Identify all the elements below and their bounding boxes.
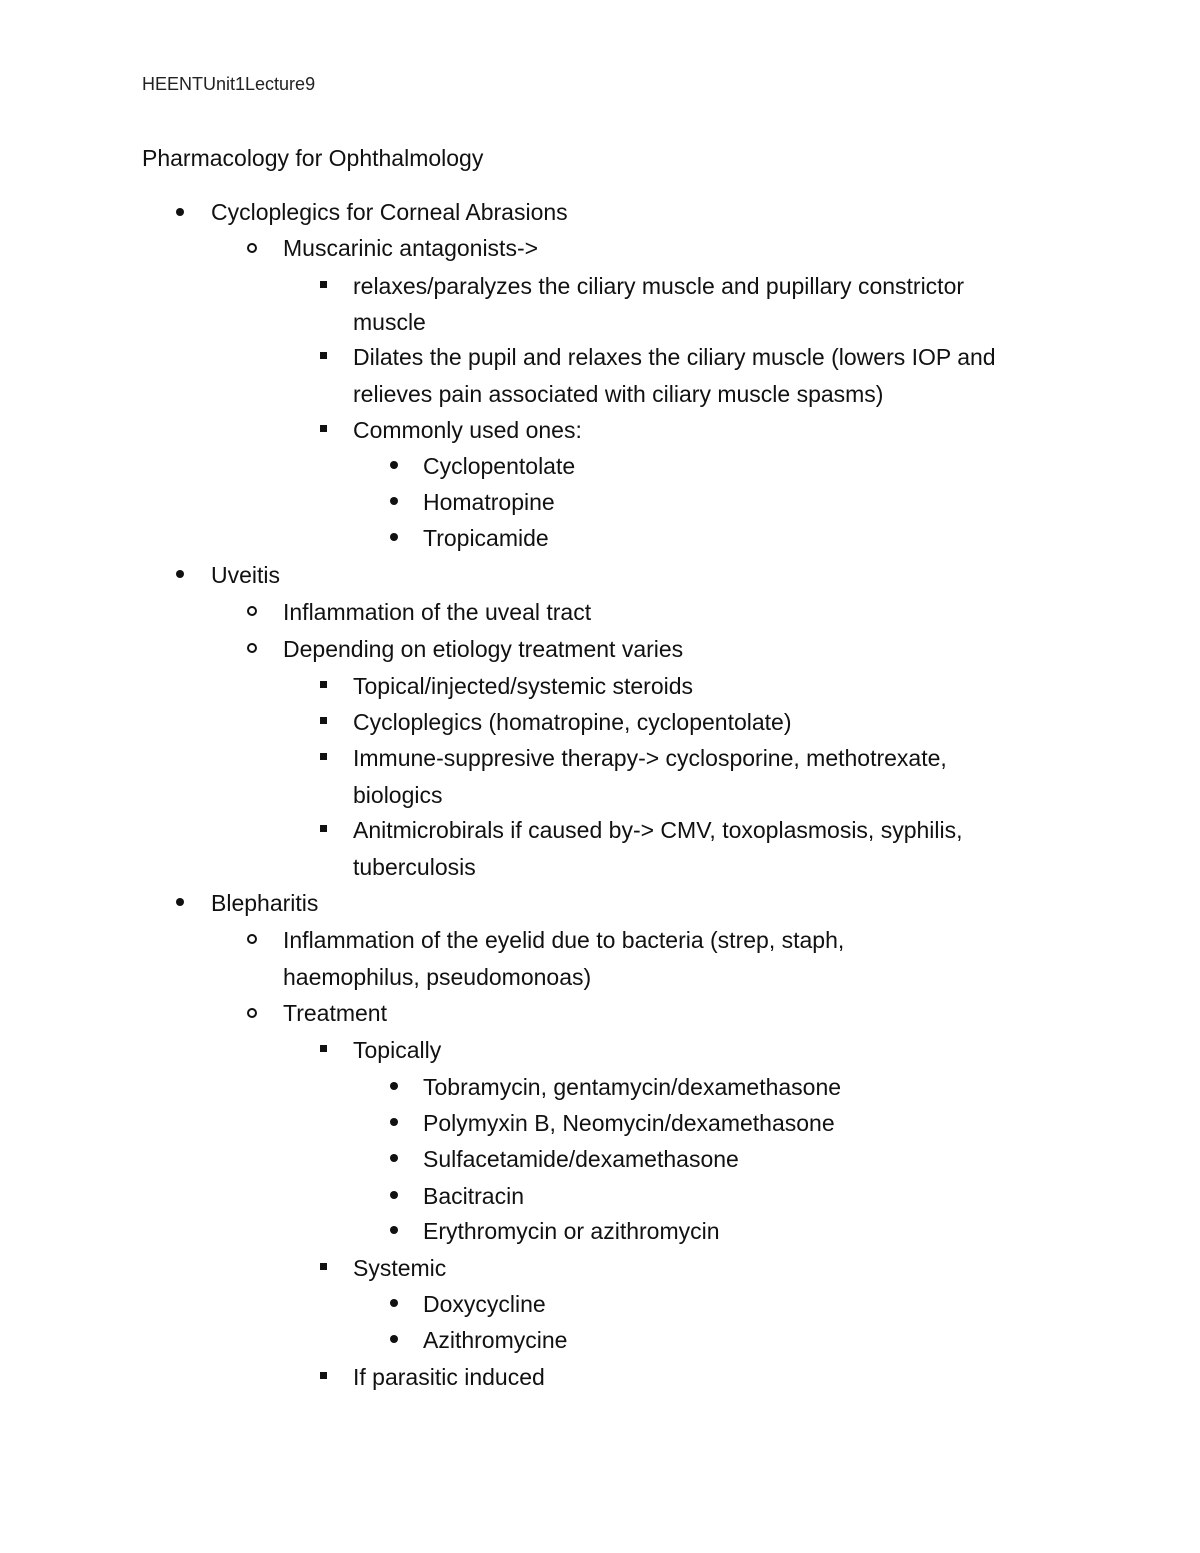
list-item-level2: Inflammation of the eyelid due to bacteria (strep, staph, [283,927,845,953]
list-item-level4: Homatropine [423,489,555,515]
list-item-continuation: haemophilus, pseudomonoas) [283,964,592,990]
level3-bullet [320,1372,327,1379]
list-item-level3: Anitmicrobirals if caused by-> CMV, toxoplasmosis, syphilis, [353,817,963,843]
list-item-level1: Cycloplegics for Corneal Abrasions [211,199,568,225]
level2-bullet [247,243,257,253]
list-item-continuation: biologics [353,782,443,808]
list-item-level3: If parasitic induced [353,1364,545,1390]
list-item-level3: Systemic [353,1255,447,1281]
level3-bullet [320,281,327,288]
level4-bullet [390,1118,398,1126]
list-item-level3: relaxes/paralyzes the ciliary muscle and pupillary constrictor [353,273,965,299]
level4-bullet [390,1082,398,1090]
list-item-level4: Polymyxin B, Neomycin/dexamethasone [423,1110,835,1136]
level3-bullet [320,753,327,760]
level3-bullet [320,717,327,724]
list-item-level4: Bacitracin [423,1183,524,1209]
level4-bullet [390,1154,398,1162]
list-item-continuation: relieves pain associated with ciliary muscle spasms) [353,381,884,407]
list-item-level4: Azithromycine [423,1327,568,1353]
level3-bullet [320,1045,327,1052]
level1-bullet [176,898,184,906]
list-item-level4: Doxycycline [423,1291,546,1317]
page-header: HEENTUnit1Lecture9 [142,74,316,94]
level4-bullet [390,1299,398,1307]
list-item-continuation: tuberculosis [353,854,476,880]
list-item-level3: Dilates the pupil and relaxes the ciliary muscle (lowers IOP and [353,344,996,370]
level3-bullet [320,681,327,688]
list-item-level4: Tobramycin, gentamycin/dexamethasone [423,1074,842,1100]
list-item-level4: Erythromycin or azithromycin [423,1218,720,1244]
list-item-level3: Immune-suppresive therapy-> cyclosporine, methotrexate, [353,745,947,771]
list-item-level4: Cyclopentolate [423,453,576,479]
level3-bullet [320,352,327,359]
page-title: Pharmacology for Ophthalmology [142,145,484,171]
list-item-level3: Commonly used ones: [353,417,582,443]
list-item-level3: Cycloplegics (homatropine, cyclopentolate) [353,709,792,735]
level3-bullet [320,825,327,832]
list-item-level3: Topical/injected/systemic steroids [353,673,694,699]
level4-bullet [390,1191,398,1199]
level1-bullet [176,570,184,578]
list-item-level3: Topically [353,1037,442,1063]
level4-bullet [390,461,398,469]
level4-bullet [390,1226,398,1234]
level2-bullet [247,606,257,616]
list-item-continuation: muscle [353,309,426,335]
level4-bullet [390,533,398,541]
list-item-level4: Sulfacetamide/dexamethasone [423,1146,739,1172]
level4-bullet [390,1335,398,1343]
level3-bullet [320,1263,327,1270]
level1-bullet [176,208,184,216]
list-item-level2: Treatment [283,1000,387,1026]
list-item-level2: Muscarinic antagonists-> [283,235,539,261]
list-item-level4: Tropicamide [423,525,549,551]
list-item-level2: Inflammation of the uveal tract [283,599,592,625]
list-item-level1: Blepharitis [211,890,319,916]
level2-bullet [247,1008,257,1018]
level4-bullet [390,497,398,505]
list-item-level1: Uveitis [211,562,281,588]
list-item-level2: Depending on etiology treatment varies [283,636,684,662]
level2-bullet [247,934,257,944]
level3-bullet [320,425,327,432]
level2-bullet [247,643,257,653]
